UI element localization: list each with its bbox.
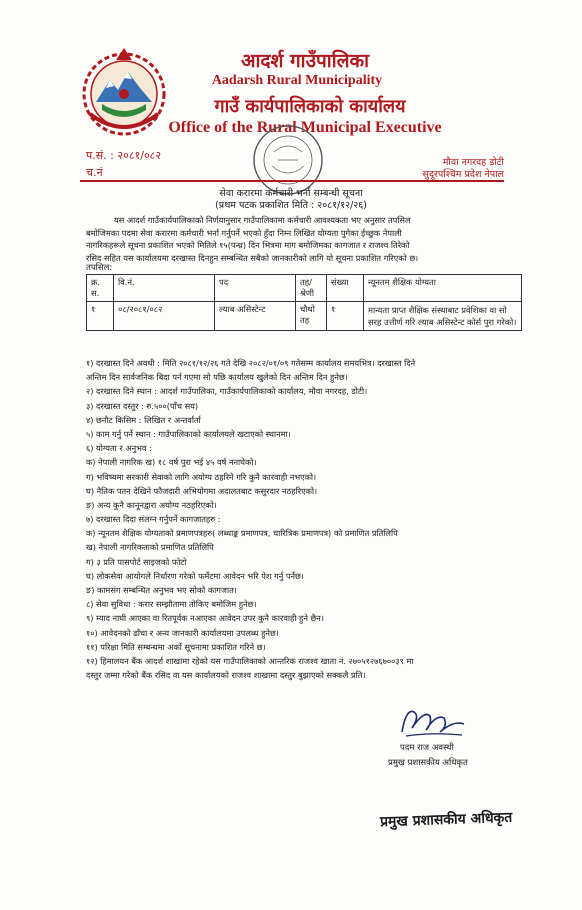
table-cell: १ [87,302,114,331]
list-item: ३) दरखास्त दस्तुर : रु.५००(पाँच सय) [86,400,199,411]
nepal-government-emblem-icon [76,44,172,140]
signer-designation: प्रमुख प्रशासकीय अधिकृत [388,758,468,768]
table-row [87,302,522,331]
signer-name: पदम राज अवस्थी [400,743,454,753]
table-header-cell: तह/ श्रेणी [296,275,327,302]
table-header-cell: न्यूनतम शैक्षिक योग्यता [364,275,522,302]
intro-line: बमोजिमका पदमा सेवा करारमा कर्मचारी भर्ना गर्नुपर्ने भएको हुँदा निम्न लिखित योग्यता पुगेका ईच्छुक नेपाली [86,227,402,238]
table-header-cell: क्र. स. [87,275,114,302]
address-line-1: मौवा नगरदह डोटी [442,157,504,168]
vacancy-table [86,274,522,331]
list-item: ४) छनौट किसिम : लिखित र अन्तर्वार्ता [86,414,201,425]
table-header-cell: पद [215,275,296,302]
list-item: क) न्यूनतम शैक्षिक योग्यताको प्रमाणपत्रहरु( लब्धाङ्क प्रमाणपत्र, चारित्रिक प्रमाणपत्र) को प्रमाणित प्रतिलिपि [86,528,398,539]
list-item: अन्तिम दिन सार्वजनिक बिदा पर्न गएमा सो पछि कार्यालय खुलेको दिन अन्तिम दिन हुनेछ। [86,372,348,383]
municipality-name-nepali: आदर्श गाउँपालिका [240,50,370,72]
list-item: ६) योग्यता र अनुभव : [86,443,152,454]
intro-line: नागरिकहरूले सूचना प्रकाशित भएको मितिले १५(पन्ध्र) दिन भित्रमा माग बमोजिमका कागजात र राजश्व तिरेको [86,240,410,251]
list-item: ७) दरखास्त दिदा संलग्न गर्नुपर्ने कागजातहरु : [86,514,221,525]
list-item: क) नेपाली नागरिक ख) १८ वर्ष पुरा भई ४५ वर्ष ननाघेको। [86,457,257,468]
list-item: ख) नेपाली नागरिकताको प्रमाणित प्रतिलिपि [86,542,214,553]
table-cell: मान्यता प्राप्त शैक्षिक संस्थाबाट प्रवेशिका वा सो सरह उत्तीर्ण गरि ल्याब असिस्टेन्ट कोर्स पुरा गरेको। [364,302,522,331]
list-item: ङ) कामसंग सम्बन्धित अनुभव भए सोको कागजात। [86,585,237,595]
table-cell: चौथो तह [296,302,327,331]
list-item: दस्तुर जम्मा गरेको बैंक रसिद वा यस कार्यालयको राजश्व शाखामा दस्तुर बुझाएको सक्कलै प्रति। [86,670,366,681]
list-item: २) दरखास्त दिने स्थान : आदर्श गाउँपालिका, गाउँकार्यपालिकाको कार्यालय, मौवा नगरदह, डोटी। [86,386,368,397]
office-name-english: Office of the Rural Municipal Executive [168,119,442,136]
list-item: १) दरखास्त दिने अवधी : मिति २०८१/१२/२६ गते देखि २०८२/०१/०९ गतेसम्म कार्यालय समयभित्र। दरखास्त दिने [86,358,416,368]
list-item: ८) सेवा सुविधा : करार सम्झौतामा तोकिए बमोजिम हुनेछ। [86,599,257,610]
list-item: ९) म्याद नाघी आएका वा रितपूर्वक नआएका आवेदन उपर कुनै कारवाही हुने छैन। [86,613,324,624]
list-item: ११) परिक्षा मिति सम्बन्धमा अर्को सूचनामा प्रकाशित गरिने छ। [86,641,266,652]
intro-line: रसिद सहित यस कार्यालयमा दरखास्त दिनहुन सम्बन्धित सबैको जानकारीको लागि यो सूचना प्रकाशित गरिएको छ। [86,252,419,263]
table-cell: ल्याब असिस्टेन्ट [215,302,296,331]
conditions-list [86,356,526,682]
intro-line: यस आदर्श गाउँकार्यपालिकाको निर्णयानुसार गाउँपालिकामा कर्मचारी आवश्यकता भए अनुसार तपसिल [114,215,411,225]
table-header-cell: वि.नं. [114,275,215,302]
table-header-row [87,275,522,302]
list-item: ग) भविष्यमा सरकारी सेवाको लागि अयोग्य ठहरिने गरि कुनै कारवाही नभएको। [86,471,317,482]
table-cell: १ [327,302,364,331]
list-item: १०) आवेदनको ढाँचा र अन्य जानकारी कार्यालयमा उपलब्ध हुनेछ। [86,627,279,638]
list-item: ५) काम गर्नु पर्ने स्थान : गाउँपालिकाको कार्यालयले खटाएको स्थानमा। [86,428,291,439]
dispatch-number: च.नं [86,166,103,179]
municipality-name-english: Aadarsh Rural Municipality [211,73,383,88]
list-item: ङ) अन्य कुनै कानूनद्वारा अयोग्य नठहरिएको। [86,499,217,510]
designation-stamp: प्रमुख प्रशासकीय अधिकृत [379,809,513,831]
office-name-nepali: गाउँ कार्यपालिकाको कार्यालय [214,96,406,117]
list-item: ग) ३ प्रति पासपोर्ट साइजको फोटो [86,556,187,567]
header-divider [80,180,504,182]
table-cell: ०८/२०८१/०८२ [114,302,215,331]
signature-icon [396,702,470,742]
table-header-cell: संख्या [327,275,364,302]
list-item: १२) हिमालयन बैंक आदर्श शाखामा रहेको यस गाउँपालिकाको आन्तरिक राजश्व खाता नं. २७०५१२७६७००३९ मा [86,655,414,666]
details-label: तपसिल: [86,263,113,273]
notice-title: सेवा करारमा कर्मचारी भर्ना सम्बन्धी सूचना [219,188,363,199]
list-item: घ) लोकसेवा आयोगले निर्धारण गरेको फर्मेटमा आवेदन भरि पेश गर्नु पर्नेछ। [86,570,304,581]
reference-number: प.सं. : २०८१/०८२ [86,149,162,162]
address-line-2: सुदूरपश्चिम प्रदेश नेपाल [422,169,504,180]
notice-subtitle: (प्रथम पटक प्रकाशित मिति : २०८१/१२/२६) [215,200,367,211]
list-item: घ) नैतिक पतन देखिने फौजदारी अभियोगमा अदालतबाट कसुरदार नठहरिएको। [86,485,318,496]
notice-intro [86,214,518,264]
